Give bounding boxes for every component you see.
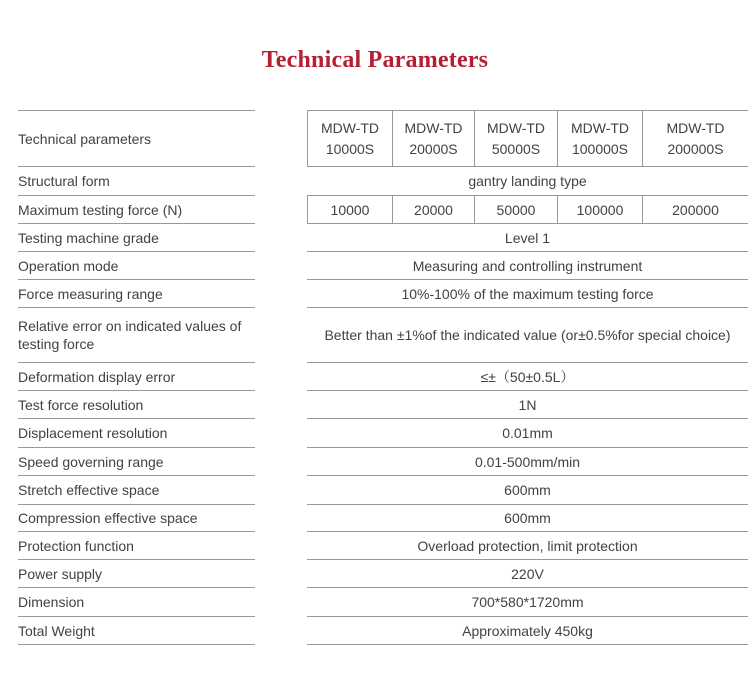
row-label-compression-effective-space: Compression effective space — [18, 505, 255, 532]
model-header-cell — [392, 111, 474, 166]
row-value-compression-effective-space: 600mm — [307, 505, 748, 532]
row-label-technical-parameters: Technical parameters — [18, 110, 255, 167]
technical-parameters-table — [18, 110, 748, 645]
row-label-dimension: Dimension — [18, 588, 255, 617]
row-label-maximum-testing-force: Maximum testing force (N) — [18, 196, 255, 224]
model-code: 20000S — [409, 140, 458, 157]
model-code: 200000S — [667, 140, 724, 157]
row-value-protection-function: Overload protection, limit protection — [307, 532, 748, 560]
model-header-cell — [307, 111, 392, 166]
row-value-speed-governing-range: 0.01-500mm/min — [307, 448, 748, 476]
row-label-total-weight: Total Weight — [18, 617, 255, 645]
row-value-power-supply: 220V — [307, 560, 748, 588]
row-value-operation-mode: Measuring and controlling instrument — [307, 252, 748, 280]
row-label-test-force-resolution: Test force resolution — [18, 391, 255, 419]
model-series: MDW-TD — [404, 119, 463, 136]
row-label-stretch-effective-space: Stretch effective space — [18, 476, 255, 505]
model-series: MDW-TD — [486, 119, 546, 136]
model-header-cell — [474, 111, 557, 166]
model-header-cell — [557, 111, 642, 166]
row-value-relative-error: Better than ±1%of the indicated value (or±0.5%for special choice) — [307, 308, 748, 363]
row-label-force-measuring-range: Force measuring range — [18, 280, 255, 308]
row-values-maximum-testing-force — [307, 196, 748, 224]
row-value-force-measuring-range: 10%-100% of the maximum testing force — [307, 280, 748, 308]
model-code: 10000S — [325, 140, 375, 157]
row-value-total-weight: Approximately 450kg — [307, 617, 748, 645]
page-title: Technical Parameters — [261, 47, 489, 73]
model-series: MDW-TD — [666, 119, 725, 136]
force-value-cell: 10000 — [307, 196, 392, 223]
model-series: MDW-TD — [320, 119, 380, 136]
model-code: 100000S — [571, 140, 629, 157]
row-value-dimension: 700*580*1720mm — [307, 588, 748, 617]
row-label-testing-machine-grade: Testing machine grade — [18, 224, 255, 252]
force-value-cell: 100000 — [557, 196, 642, 223]
model-header-row — [307, 110, 748, 167]
row-label-displacement-resolution: Displacement resolution — [18, 419, 255, 448]
row-value-stretch-effective-space: 600mm — [307, 476, 748, 505]
row-value-structural-form: gantry landing type — [307, 167, 748, 196]
row-label-relative-error: Relative error on indicated values of testing force — [18, 308, 255, 363]
row-label-speed-governing-range: Speed governing range — [18, 448, 255, 476]
force-value-cell: 50000 — [474, 196, 557, 223]
row-label-deformation-display-error: Deformation display error — [18, 363, 255, 391]
row-label-operation-mode: Operation mode — [18, 252, 255, 280]
row-value-deformation-display-error: ≤±（50±0.5L） — [307, 363, 748, 391]
force-value-cell: 20000 — [392, 196, 474, 223]
row-label-protection-function: Protection function — [18, 532, 255, 560]
model-header-cell — [642, 111, 748, 166]
force-value-cell: 200000 — [642, 196, 748, 223]
model-code: 50000S — [491, 140, 541, 157]
row-value-test-force-resolution: 1N — [307, 391, 748, 419]
row-label-structural-form: Structural form — [18, 167, 255, 196]
row-value-displacement-resolution: 0.01mm — [307, 419, 748, 448]
model-series: MDW-TD — [570, 119, 630, 136]
row-label-power-supply: Power supply — [18, 560, 255, 588]
row-value-testing-machine-grade: Level 1 — [307, 224, 748, 252]
